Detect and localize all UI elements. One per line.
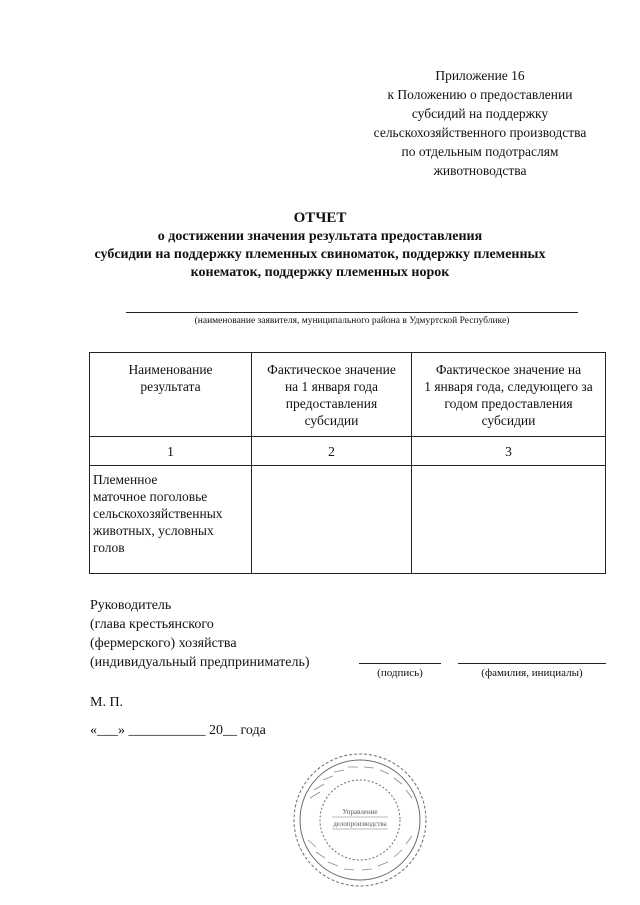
stamp-text: Управление bbox=[342, 808, 378, 816]
name-initials-caption: (фамилия, инициалы) bbox=[481, 667, 583, 679]
result-name-text: животных, условных bbox=[93, 523, 214, 538]
appendix-line: к Положению о предоставлении bbox=[387, 87, 573, 102]
appendix-line: субсидий на поддержку bbox=[411, 106, 549, 121]
header-text: Наименование bbox=[128, 362, 213, 377]
signer-line: (глава крестьянского bbox=[90, 617, 214, 632]
report-title bbox=[40, 210, 600, 282]
report-title-line: конематок, поддержку племенных норок bbox=[190, 265, 450, 280]
table-number-row bbox=[90, 437, 606, 466]
appendix-line: животноводства bbox=[433, 163, 527, 178]
result-name-text: маточное поголовье bbox=[93, 489, 208, 504]
appendix-line: сельскохозяйственного производства bbox=[373, 125, 587, 140]
name-initials-line[interactable] bbox=[458, 663, 606, 664]
header-cell-result-name bbox=[90, 353, 252, 437]
header-text: результата bbox=[140, 379, 201, 394]
header-text: 1 января года, следующего за bbox=[424, 379, 593, 394]
column-number: 2 bbox=[252, 437, 412, 466]
result-name-text: Племенное bbox=[93, 472, 158, 487]
signature-line[interactable] bbox=[359, 663, 441, 664]
header-cell-value-current bbox=[252, 353, 412, 437]
seal-place-label: М. П. bbox=[90, 695, 124, 710]
report-title-line: субсидии на поддержку племенных свиноматок, поддержку племенных bbox=[94, 247, 546, 262]
signature-caption: (подпись) bbox=[377, 667, 423, 679]
table-header-row bbox=[90, 353, 606, 437]
signer-line: (фермерского) хозяйства bbox=[90, 636, 237, 651]
header-text: Фактическое значение bbox=[267, 362, 396, 377]
applicant-caption: (наименование заявителя, муниципального района в Удмуртской Республике) bbox=[194, 316, 510, 326]
table-row bbox=[90, 466, 606, 574]
applicant-name-line bbox=[126, 312, 578, 313]
signer-line: Руководитель bbox=[90, 598, 172, 613]
result-name-text: сельскохозяйственных bbox=[93, 506, 223, 521]
appendix-line: по отдельным подотраслям bbox=[401, 144, 559, 159]
header-text: Фактическое значение на bbox=[435, 362, 582, 377]
header-text: предоставления bbox=[285, 396, 378, 411]
date-line: «___» ___________ 20__ года bbox=[90, 723, 266, 738]
column-number: 1 bbox=[90, 437, 252, 466]
value-current-cell[interactable] bbox=[252, 466, 412, 574]
report-title-line: о достижении значения результата предоставления bbox=[157, 229, 483, 244]
stamp-text: делопроизводства bbox=[333, 820, 387, 828]
value-next-cell[interactable] bbox=[412, 466, 606, 574]
header-cell-value-next bbox=[412, 353, 606, 437]
results-table bbox=[89, 352, 606, 574]
header-text: субсидии bbox=[304, 413, 359, 428]
header-text: субсидии bbox=[481, 413, 536, 428]
result-name-text: голов bbox=[93, 540, 125, 555]
header-text: на 1 января года bbox=[284, 379, 379, 394]
result-name-cell bbox=[90, 466, 252, 574]
appendix-line: Приложение 16 bbox=[435, 68, 525, 83]
signer-block bbox=[90, 596, 310, 672]
official-stamp-icon bbox=[290, 750, 430, 890]
report-title-main: ОТЧЕТ bbox=[293, 210, 347, 226]
header-text: годом предоставления bbox=[444, 396, 573, 411]
column-number: 3 bbox=[412, 437, 606, 466]
signer-line: (индивидуальный предприниматель) bbox=[90, 655, 310, 670]
appendix-block bbox=[340, 66, 620, 180]
